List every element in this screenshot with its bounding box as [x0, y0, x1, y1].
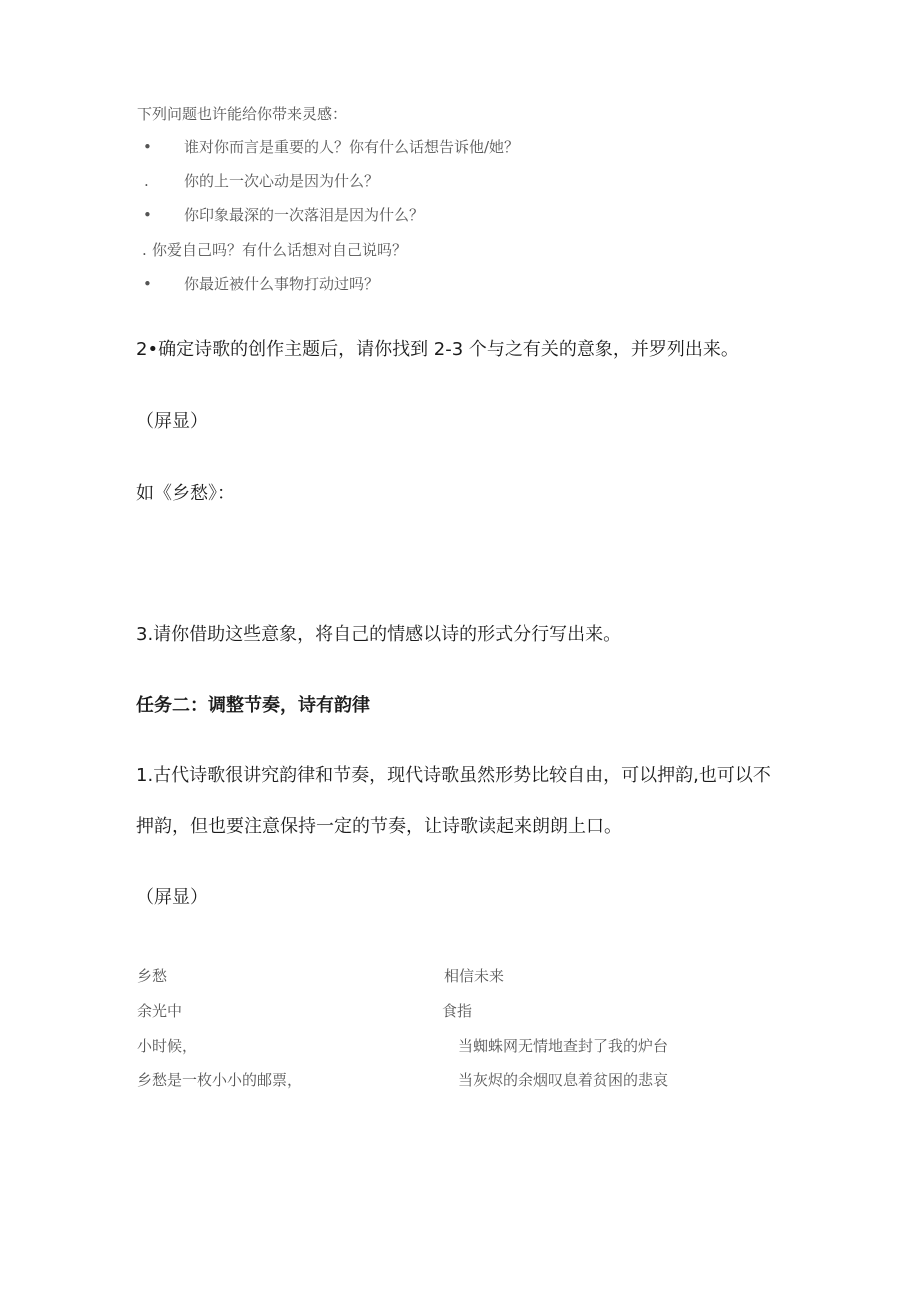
poem-line: 当灰烬的余烟叹息着贫困的悲哀: [458, 1071, 669, 1089]
step-2-instruction: 2•确定诗歌的创作主题后，请你找到 2-3 个与之有关的意象，并罗列出来。: [136, 339, 739, 360]
prompt-intro: 下列问题也许能给你带来灵感：: [137, 105, 348, 123]
bullet-marker: .: [142, 241, 147, 259]
poem-title: 乡愁: [137, 967, 168, 985]
task-2-paragraph-line: 1.古代诗歌很讲究韵律和节奏，现代诗歌虽然形势比较自由，可以押韵,也可以不: [136, 765, 771, 786]
prompt-item: 你爱自己吗？有什么话想对自己说吗？: [152, 241, 408, 259]
screen-note: （屏显）: [136, 887, 208, 908]
bullet-marker: •: [143, 275, 152, 293]
example-label: 如《乡愁》：: [136, 483, 235, 504]
poem-line: 小时候，: [137, 1037, 198, 1055]
screen-note: （屏显）: [136, 411, 208, 432]
task-2-paragraph-line: 押韵，但也要注意保持一定的节奏，让诗歌读起来朗朗上口。: [136, 816, 622, 837]
step-3-instruction: 3.请你借助这些意象，将自己的情感以诗的形式分行写出来。: [136, 624, 622, 645]
prompt-item: 谁对你而言是重要的人？你有什么话想告诉他/她？: [184, 138, 520, 156]
bullet-marker: .: [144, 172, 149, 190]
poem-author: 食指: [442, 1002, 473, 1020]
poem-line: 当蜘蛛网无情地查封了我的炉台: [458, 1037, 669, 1055]
prompt-item: 你印象最深的一次落泪是因为什么？: [184, 206, 425, 224]
task-2-heading: 任务二：调整节奏，诗有韵律: [136, 695, 370, 716]
bullet-marker: •: [143, 138, 152, 156]
prompt-item: 你的上一次心动是因为什么？: [184, 172, 380, 190]
poem-author: 余光中: [137, 1002, 183, 1020]
prompt-item: 你最近被什么事物打动过吗？: [184, 275, 380, 293]
poem-line: 乡愁是一枚小小的邮票，: [137, 1071, 303, 1089]
bullet-marker: •: [143, 206, 152, 224]
poem-title: 相信未来: [444, 967, 505, 985]
